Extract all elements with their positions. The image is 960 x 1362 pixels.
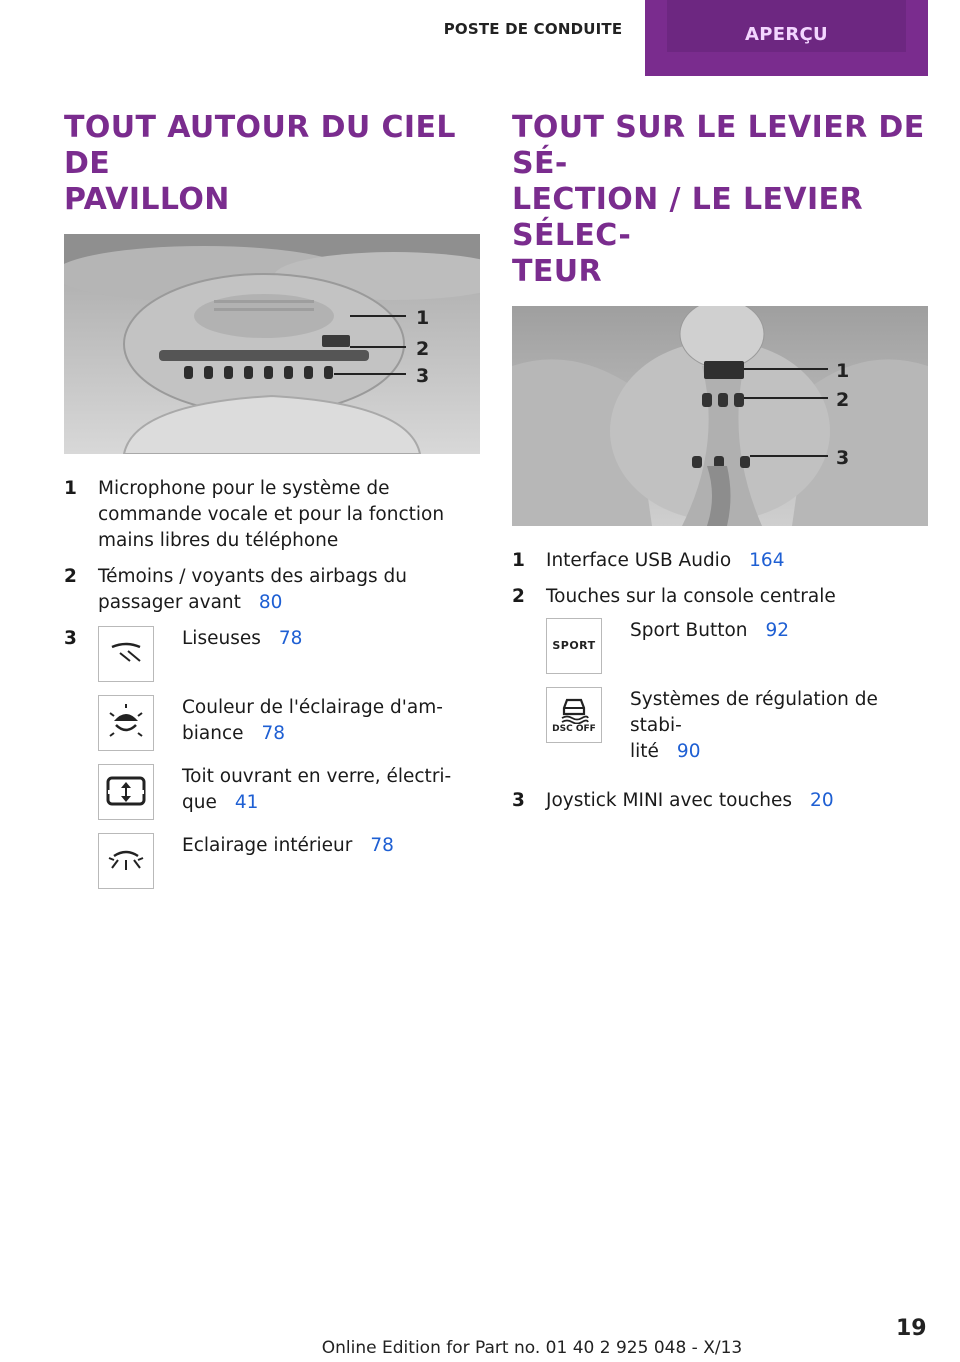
gear-lever-photo	[512, 306, 928, 526]
icon-row	[546, 687, 928, 765]
right-callout-3: 3	[836, 447, 850, 469]
left-callout-3: 3	[416, 365, 430, 387]
left-heading-line1: TOUT AUTOUR DU CIEL DE	[64, 110, 456, 181]
item-number: 1	[64, 478, 77, 499]
icon-label-cont: biance	[182, 723, 244, 744]
icon-row	[98, 764, 480, 820]
page-reference-link[interactable]: 20	[810, 790, 834, 811]
right-column	[512, 110, 928, 824]
icon-description	[182, 764, 480, 820]
page-reference-link[interactable]: 41	[234, 792, 259, 813]
icon-label: Eclairage intérieur	[182, 835, 353, 856]
item-text-label: Joystick MINI avec touches	[546, 790, 793, 811]
item-text	[546, 788, 928, 814]
list-item	[64, 564, 480, 616]
right-callout-2: 2	[836, 389, 850, 411]
left-heading-line2: PAVILLON	[64, 182, 230, 217]
sport-badge-text: SPORT	[552, 639, 596, 652]
page-reference-link[interactable]: 92	[765, 620, 790, 641]
list-item	[64, 626, 480, 902]
right-legend-list	[512, 548, 928, 814]
edition-footer: Online Edition for Part no. 01 40 2 925 048 - X/13	[321, 1338, 743, 1358]
icon-label-cont: lité	[630, 741, 659, 762]
icon-row	[98, 626, 480, 682]
page-reference-link[interactable]: 80	[258, 592, 283, 613]
list-item	[512, 788, 928, 814]
icon-description	[182, 833, 480, 889]
icon-description	[630, 687, 928, 765]
icon-row	[546, 618, 928, 674]
icon-description	[630, 618, 928, 674]
icon-label-cont: que	[182, 792, 217, 813]
right-heading-line2: LECTION / LE LEVIER SÉLEC-	[512, 182, 863, 253]
left-legend-list	[64, 476, 480, 902]
reading-light-icon	[98, 626, 154, 682]
icon-label: Sport Button	[630, 620, 748, 641]
left-callout-2: 2	[416, 338, 430, 360]
page-reference-link[interactable]: 78	[278, 628, 303, 649]
item-text	[98, 564, 480, 616]
icon-description	[182, 695, 480, 751]
header-section-title: POSTE DE CONDUITE	[443, 20, 623, 38]
item-number: 3	[512, 790, 525, 811]
icon-list	[98, 626, 480, 902]
page-reference-link[interactable]: 90	[676, 741, 701, 762]
item-text-label: Touches sur la console centrale	[546, 586, 836, 607]
right-heading	[512, 110, 928, 290]
headliner-photo	[64, 234, 480, 454]
item-text-label: Interface USB Audio	[546, 550, 732, 571]
header-tab	[645, 0, 928, 76]
page-reference-link[interactable]: 164	[749, 550, 785, 571]
item-number: 3	[64, 628, 77, 649]
list-item	[512, 548, 928, 574]
interior-light-icon	[98, 833, 154, 889]
icon-label: Toit ouvrant en verre, électri-	[182, 766, 452, 787]
right-heading-line3: TEUR	[512, 254, 603, 289]
right-heading-line1: TOUT SUR LE LEVIER DE SÉ-	[512, 110, 925, 181]
right-callout-1: 1	[836, 360, 850, 382]
page-number: 19	[896, 1316, 927, 1341]
header-tab-label: APERÇU	[667, 0, 906, 52]
icon-label: Couleur de l'éclairage d'am-	[182, 697, 443, 718]
icon-label: Systèmes de régulation de stabi-	[630, 689, 878, 736]
item-text: Microphone pour le système de commande vocale et pour la fonction mains libres du téléphone	[98, 478, 445, 551]
page-reference-link[interactable]: 78	[370, 835, 394, 856]
icon-description	[182, 626, 480, 682]
icon-label: Liseuses	[182, 628, 261, 649]
list-item	[512, 584, 928, 778]
left-column	[64, 110, 480, 912]
item-number: 1	[512, 550, 525, 571]
page-reference-link[interactable]: 78	[261, 723, 286, 744]
ambient-light-icon	[98, 695, 154, 751]
icon-row	[98, 695, 480, 751]
item-text-label: Témoins / voyants des airbags du passager avant	[98, 566, 407, 613]
dsc-badge-text: DSC OFF	[552, 724, 596, 734]
sunroof-icon	[98, 764, 154, 820]
icon-row	[98, 833, 480, 889]
dsc-off-icon	[546, 687, 602, 743]
item-number: 2	[64, 566, 77, 587]
left-callout-1: 1	[416, 307, 430, 329]
left-heading	[64, 110, 480, 218]
item-text	[546, 584, 928, 778]
item-number: 2	[512, 586, 525, 607]
sport-button-icon	[546, 618, 602, 674]
item-text	[546, 548, 928, 574]
list-item	[64, 476, 480, 554]
